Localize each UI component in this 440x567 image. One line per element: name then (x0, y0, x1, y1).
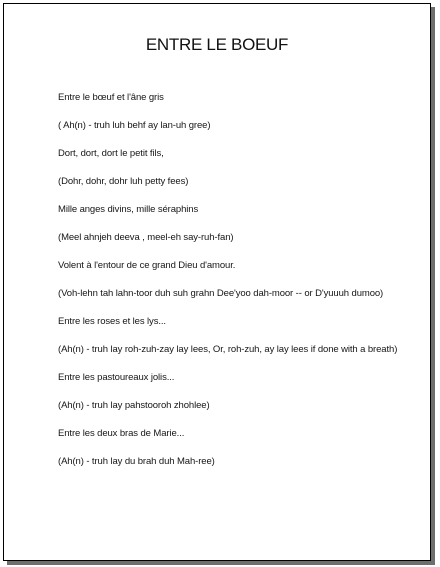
pronunciation-line: (Ah(n) - truh lay pahstooroh zhohlee) (58, 400, 210, 411)
pronunciation-line: (Meel ahnjeh deeva , meel-eh say-ruh-fan) (58, 232, 234, 243)
document-title: ENTRE LE BOEUF (145, 35, 289, 54)
pronunciation-line: (Ah(n) - truh lay roh-zuh-zay lay lees, Or, roh-zuh, ay lay lees if done with a breath) (58, 344, 398, 355)
lyrics-list (58, 89, 408, 481)
lyric-line: Entre les roses et les lys... (58, 316, 166, 327)
lyric-line: Entre le bœuf et l'âne gris (58, 92, 164, 103)
pronunciation-line: (Voh-lehn tah lahn-toor duh suh grahn Dee'yoo dah-moor -- or D'yuuuh dumoo) (58, 288, 384, 299)
lyric-line: Entre les pastoureaux jolis... (58, 372, 175, 383)
lyric-line: Mille anges divins, mille séraphins (58, 204, 199, 215)
pronunciation-line: ( Ah(n) - truh luh behf ay lan-uh gree) (58, 120, 211, 131)
lyric-line: Entre les deux bras de Marie... (58, 428, 185, 439)
pronunciation-line: (Ah(n) - truh lay du brah duh Mah-ree) (58, 456, 215, 467)
lyric-line: Dort, dort, dort le petit fils, (58, 148, 164, 159)
pronunciation-line: (Dohr, dohr, dohr luh petty fees) (58, 176, 189, 187)
document-page (3, 3, 431, 561)
lyric-line: Volent à l'entour de ce grand Dieu d'amour. (58, 260, 236, 271)
